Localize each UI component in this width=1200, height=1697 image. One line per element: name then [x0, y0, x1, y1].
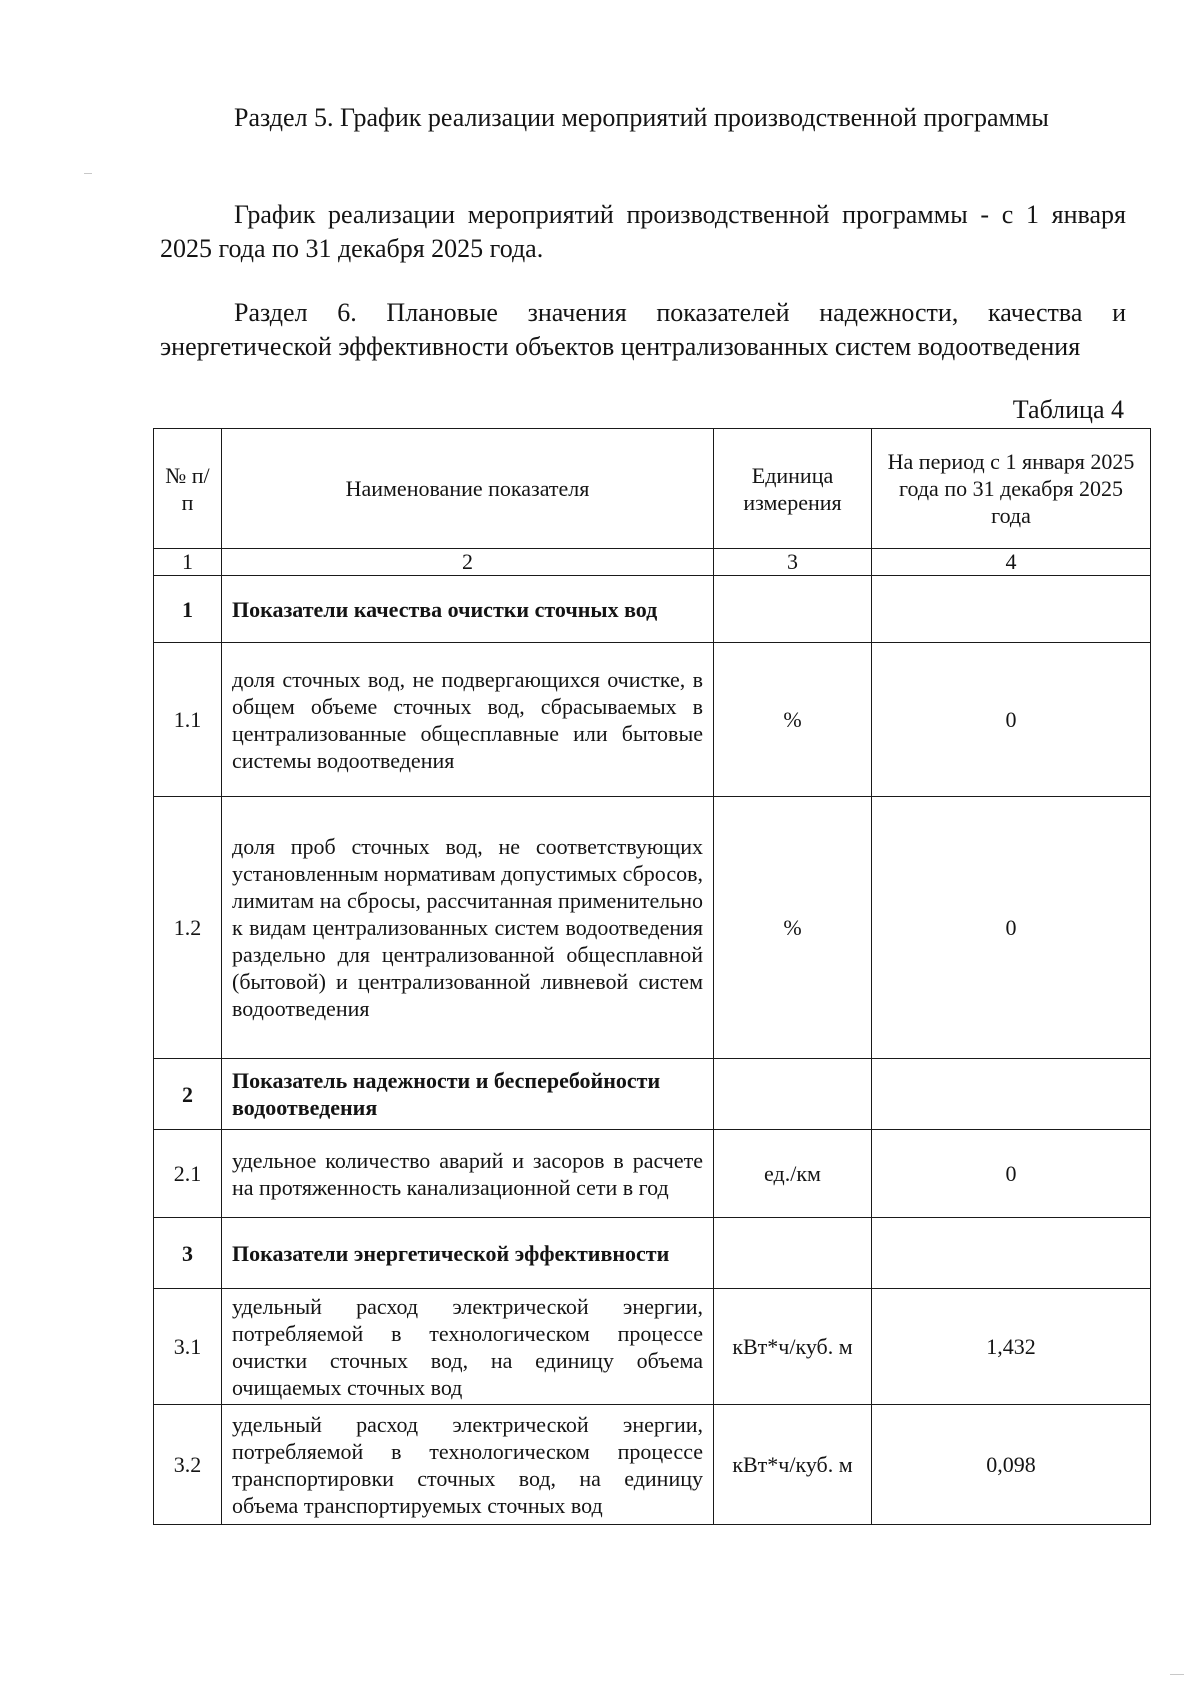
- indicator-name: доля сточных вод, не подвергающихся очистке, в общем объеме сточных вод, сбрасываемых в централизованные общесплавные или бытовые системы водоотведения: [222, 643, 714, 797]
- indicators-table: [153, 428, 1151, 1525]
- table-caption: Таблица 4: [1012, 395, 1124, 424]
- indicator-name: Показатель надежности и бесперебойности водоотведения: [222, 1059, 714, 1130]
- section-5-text: График реализации мероприятий производственной программы - с 1 января 2025 года по 31 декабря 2025 года.: [160, 200, 1126, 263]
- unit-cell: [714, 1059, 872, 1130]
- column-number-row: [154, 549, 1151, 576]
- indicator-name: удельное количество аварий и засоров в расчете на протяженность канализационной сети в год: [222, 1130, 714, 1218]
- value-cell: 0,098: [872, 1405, 1151, 1525]
- value-cell: 1,432: [872, 1289, 1151, 1405]
- table-row: [154, 1405, 1151, 1525]
- header-name: Наименование показателя: [222, 429, 714, 549]
- unit-cell: %: [714, 797, 872, 1059]
- indicator-name: Показатели качества очистки сточных вод: [222, 576, 714, 643]
- value-cell: [872, 1059, 1151, 1130]
- row-number: 3: [154, 1218, 222, 1289]
- table-header-row: [154, 429, 1151, 549]
- row-number: 3.2: [154, 1405, 222, 1525]
- unit-cell: [714, 1218, 872, 1289]
- unit-cell: %: [714, 643, 872, 797]
- table-row: [154, 1130, 1151, 1218]
- column-number: 2: [222, 549, 714, 576]
- table-row: [154, 1218, 1151, 1289]
- table-row: [154, 797, 1151, 1059]
- value-cell: [872, 1218, 1151, 1289]
- table-row: [154, 643, 1151, 797]
- table-body: [154, 549, 1151, 1525]
- value-cell: [872, 576, 1151, 643]
- header-unit: Единица измерения: [714, 429, 872, 549]
- section-5-heading: Раздел 5. График реализации мероприятий производственной программы: [234, 103, 1049, 132]
- unit-cell: [714, 576, 872, 643]
- column-number: 4: [872, 549, 1151, 576]
- row-number: 1.2: [154, 797, 222, 1059]
- table-row: [154, 1289, 1151, 1405]
- scan-mark: [1170, 1674, 1184, 1675]
- unit-cell: кВт*ч/куб. м: [714, 1289, 872, 1405]
- table-row: [154, 1059, 1151, 1130]
- indicator-name: удельный расход электрической энергии, потребляемой в технологическом процессе очистки сточных вод, на единицу объема очищаемых сточных вод: [222, 1289, 714, 1405]
- unit-cell: ед./км: [714, 1130, 872, 1218]
- section-6-heading: Раздел 6. Плановые значения показателей надежности, качества и энергетической эффективности объектов централизованных систем водоотведения: [160, 298, 1126, 361]
- value-cell: 0: [872, 643, 1151, 797]
- unit-cell: кВт*ч/куб. м: [714, 1405, 872, 1525]
- header-period: На период с 1 января 2025 года по 31 декабря 2025 года: [872, 429, 1151, 549]
- indicator-name: удельный расход электрической энергии, потребляемой в технологическом процессе транспортировки сточных вод, на единицу объема транспортируемых сточных вод: [222, 1405, 714, 1525]
- row-number: 1: [154, 576, 222, 643]
- row-number: 3.1: [154, 1289, 222, 1405]
- scan-mark: [84, 173, 92, 174]
- row-number: 1.1: [154, 643, 222, 797]
- table-row: [154, 576, 1151, 643]
- value-cell: 0: [872, 797, 1151, 1059]
- column-number: 3: [714, 549, 872, 576]
- row-number: 2: [154, 1059, 222, 1130]
- value-cell: 0: [872, 1130, 1151, 1218]
- indicator-name: Показатели энергетической эффективности: [222, 1218, 714, 1289]
- column-number: 1: [154, 549, 222, 576]
- indicator-name: доля проб сточных вод, не соответствующих установленным нормативам допустимых сбросов, лимитам на сбросы, рассчитанная применительно к видам централизованных систем водоотведения раздельно для централизованной общесплавной (бытовой) и централизованной ливневой систем водоотведения: [222, 797, 714, 1059]
- header-num: № п/п: [154, 429, 222, 549]
- row-number: 2.1: [154, 1130, 222, 1218]
